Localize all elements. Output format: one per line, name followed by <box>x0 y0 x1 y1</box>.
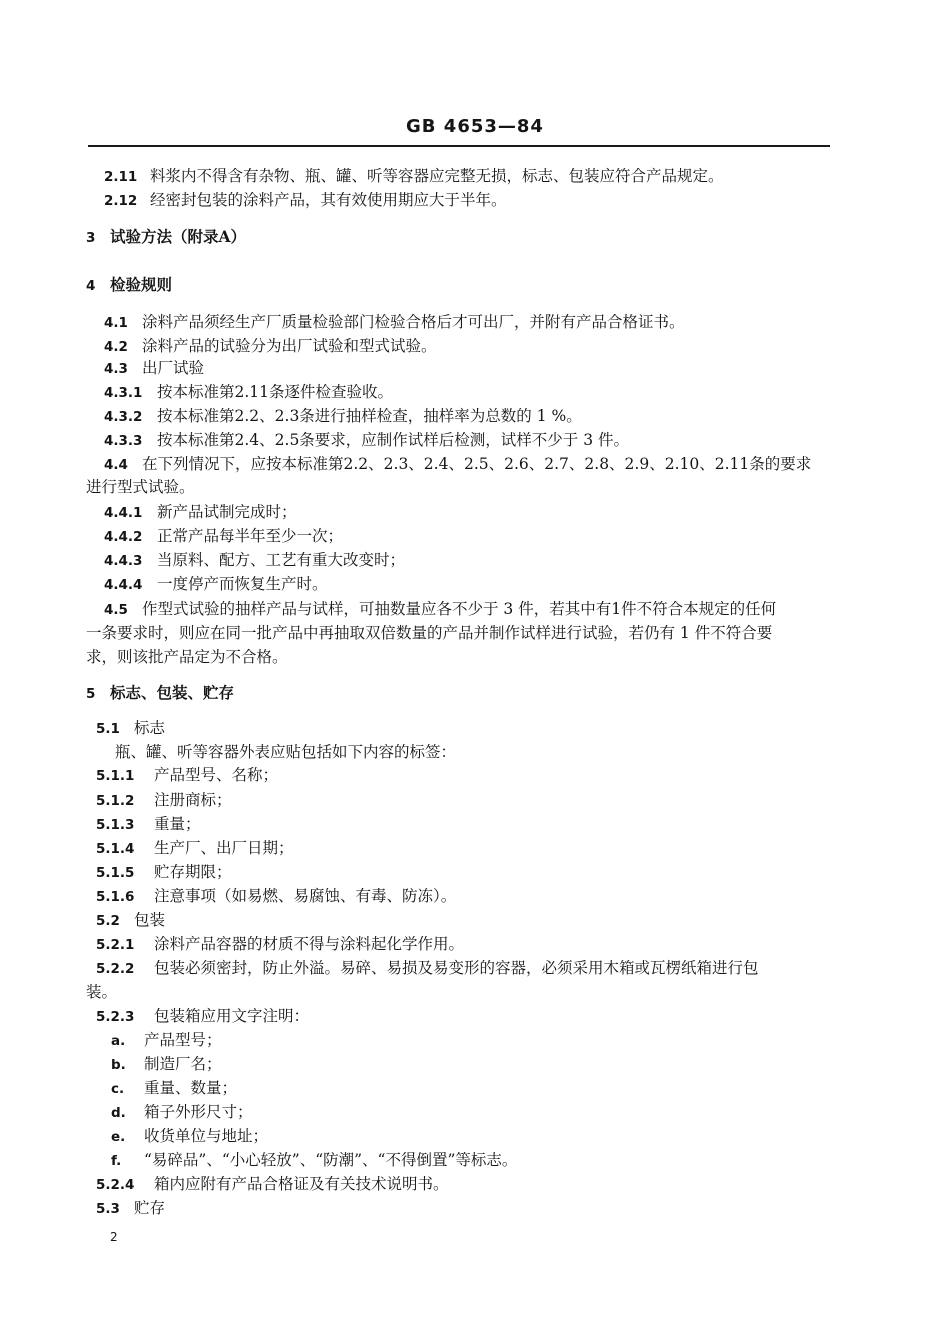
list-item-d <box>111 1102 253 1123</box>
section-4-heading <box>86 275 172 296</box>
list-text: 箱子外形尺寸； <box>144 1103 253 1121</box>
clause-text: 按本标准第2.2、2.3条进行抽样检查，抽样率为总数的 1 %。 <box>157 407 582 425</box>
clause-5-1-3 <box>96 814 201 835</box>
clause-number: 4.3.2 <box>104 409 143 425</box>
clause-4-3-3 <box>104 430 629 451</box>
clause-4-5-continuation-2 <box>86 647 288 667</box>
clause-text: 料浆内不得含有杂物、瓶、罐、听等容器应完整无损，标志、包装应符合产品规定。 <box>150 167 724 185</box>
clause-5-2 <box>96 910 165 931</box>
clause-number: 5.1.4 <box>96 841 135 857</box>
section-number: 4 <box>86 278 96 294</box>
clause-number: 5.1.2 <box>96 793 135 809</box>
clause-text: 注意事项（如易燃、易腐蚀、有毒、防冻）。 <box>154 887 457 905</box>
clause-number: 2.12 <box>104 193 138 209</box>
clause-4-4-3 <box>104 550 405 571</box>
section-title: 检验规则 <box>110 275 173 294</box>
clause-5-1-5 <box>96 862 232 883</box>
clause-4-4-continuation <box>86 477 195 497</box>
clause-number: 4.3 <box>104 361 128 377</box>
section-5-heading <box>86 683 234 704</box>
clause-number: 5.2.2 <box>96 961 135 977</box>
clause-2-12 <box>104 190 507 211</box>
clause-text: 一条要求时，则应在同一批产品中再抽取双倍数量的产品并制作试样进行试验，若仍有 1 件不符合要 <box>86 624 773 642</box>
clause-text: 箱内应附有产品合格证及有关技术说明书。 <box>154 1175 449 1193</box>
clause-5-1-intro <box>115 742 456 762</box>
clause-text: 涂料产品的试验分为出厂试验和型式试验。 <box>142 337 437 355</box>
clause-number: 4.4.1 <box>104 505 143 521</box>
clause-text: 标志 <box>134 719 166 737</box>
list-text: “易碎品”、“小心轻放”、“防潮”、“不得倒置”等标志。 <box>144 1151 518 1169</box>
clause-text: 经密封包装的涂料产品，其有效使用期应大于半年。 <box>150 191 507 209</box>
clause-text: 装。 <box>86 983 118 1001</box>
clause-4-3-1 <box>104 382 393 403</box>
clause-4-4 <box>104 454 811 475</box>
clause-number: 5.1.3 <box>96 817 135 833</box>
clause-number: 4.4.2 <box>104 529 143 545</box>
clause-4-4-2 <box>104 526 343 547</box>
clause-text: 正常产品每半年至少一次； <box>157 527 344 545</box>
clause-number: 5.1.5 <box>96 865 135 881</box>
clause-text: 注册商标； <box>154 791 232 809</box>
clause-number: 5.2 <box>96 913 120 929</box>
clause-number: 5.2.3 <box>96 1009 135 1025</box>
clause-number: 2.11 <box>104 169 138 185</box>
clause-text: 按本标准第2.11条逐件检查验收。 <box>157 383 394 401</box>
list-text: 产品型号； <box>144 1031 222 1049</box>
clause-5-3 <box>96 1198 165 1219</box>
clause-text: 涂料产品须经生产厂质量检验部门检验合格后才可出厂，并附有产品合格证书。 <box>142 313 685 331</box>
list-marker: e. <box>111 1129 126 1145</box>
section-title: 试验方法（附录A） <box>110 227 247 246</box>
page-number: 2 <box>110 1230 118 1244</box>
clause-number: 4.3.3 <box>104 433 143 449</box>
clause-text: 出厂试验 <box>142 359 205 377</box>
clause-4-1 <box>104 312 685 333</box>
list-text: 制造厂名； <box>144 1055 222 1073</box>
list-item-c <box>111 1078 237 1099</box>
clause-5-1-6 <box>96 886 456 907</box>
list-item-f <box>111 1150 517 1171</box>
clause-text: 作型式试验的抽样产品与试样，可抽数量应各不少于 3 件，若其中有1件不符合本规定的任何 <box>142 600 777 618</box>
section-number: 3 <box>86 230 96 246</box>
clause-text: 产品型号、名称； <box>154 766 279 784</box>
clause-text: 贮存期限； <box>154 863 232 881</box>
clause-text: 一度停产而恢复生产时。 <box>157 575 328 593</box>
clause-text: 包装必须密封，防止外溢。易碎、易损及易变形的容器，必须采用木箱或瓦楞纸箱进行包 <box>154 959 759 977</box>
clause-4-5 <box>104 599 776 620</box>
clause-number: 5.2.4 <box>96 1177 135 1193</box>
clause-4-4-4 <box>104 574 328 595</box>
list-text: 收货单位与地址； <box>144 1127 269 1145</box>
clause-5-2-2-continuation <box>86 982 117 1002</box>
clause-text: 瓶、罐、听等容器外表应贴包括如下内容的标签： <box>115 743 457 761</box>
clause-number: 4.5 <box>104 602 128 618</box>
clause-4-3 <box>104 358 204 379</box>
clause-number: 4.4 <box>104 457 128 473</box>
clause-text: 新产品试制完成时； <box>157 503 297 521</box>
clause-text: 进行型式试验。 <box>86 478 195 496</box>
clause-number: 4.4.4 <box>104 577 143 593</box>
clause-4-4-1 <box>104 502 297 523</box>
clause-4-2 <box>104 336 437 357</box>
clause-text: 当原料、配方、工艺有重大改变时； <box>157 551 406 569</box>
clause-text: 求，则该批产品定为不合格。 <box>86 648 288 666</box>
clause-5-2-1 <box>96 934 464 955</box>
clause-text: 包装 <box>134 911 166 929</box>
clause-number: 4.4.3 <box>104 553 143 569</box>
clause-number: 4.3.1 <box>104 385 143 401</box>
clause-5-1 <box>96 718 165 739</box>
clause-text: 包装箱应用文字注明： <box>154 1007 310 1025</box>
clause-5-1-4 <box>96 838 294 859</box>
clause-text: 重量； <box>154 815 201 833</box>
clause-4-5-continuation-1 <box>86 623 772 643</box>
list-marker: a. <box>111 1033 126 1049</box>
section-title: 标志、包装、贮存 <box>110 683 235 702</box>
list-marker: f. <box>111 1153 122 1169</box>
clause-text: 贮存 <box>134 1199 166 1217</box>
clause-4-3-2 <box>104 406 582 427</box>
list-marker: c. <box>111 1081 125 1097</box>
clause-5-2-4 <box>96 1174 449 1195</box>
clause-number: 5.1.1 <box>96 768 135 784</box>
list-item-e <box>111 1126 268 1147</box>
list-item-a <box>111 1030 222 1051</box>
clause-number: 5.1 <box>96 721 120 737</box>
clause-number: 5.1.6 <box>96 889 135 905</box>
section-number: 5 <box>86 686 96 702</box>
clause-5-2-2 <box>96 958 759 979</box>
clause-number: 5.2.1 <box>96 937 135 953</box>
clause-5-2-3 <box>96 1006 309 1027</box>
list-marker: d. <box>111 1105 126 1121</box>
clause-5-1-2 <box>96 790 232 811</box>
standard-header: GB 4653—84 <box>406 116 544 137</box>
clause-number: 4.1 <box>104 315 128 331</box>
clause-number: 5.3 <box>96 1201 120 1217</box>
list-item-b <box>111 1054 222 1075</box>
section-3-heading <box>86 227 246 248</box>
clause-2-11 <box>104 166 724 187</box>
clause-5-1-1 <box>96 765 278 786</box>
list-text: 重量、数量； <box>144 1079 238 1097</box>
clause-text: 涂料产品容器的材质不得与涂料起化学作用。 <box>154 935 465 953</box>
list-marker: b. <box>111 1057 126 1073</box>
clause-text: 按本标准第2.4、2.5条要求，应制作试样后检测，试样不少于 3 件。 <box>157 431 630 449</box>
clause-text: 生产厂、出厂日期； <box>154 839 294 857</box>
clause-number: 4.2 <box>104 339 128 355</box>
header-rule <box>88 145 830 147</box>
clause-text: 在下列情况下，应按本标准第2.2、2.3、2.4、2.5、2.6、2.7、2.8、2.9、2.10、2.11条的要求 <box>142 455 812 473</box>
